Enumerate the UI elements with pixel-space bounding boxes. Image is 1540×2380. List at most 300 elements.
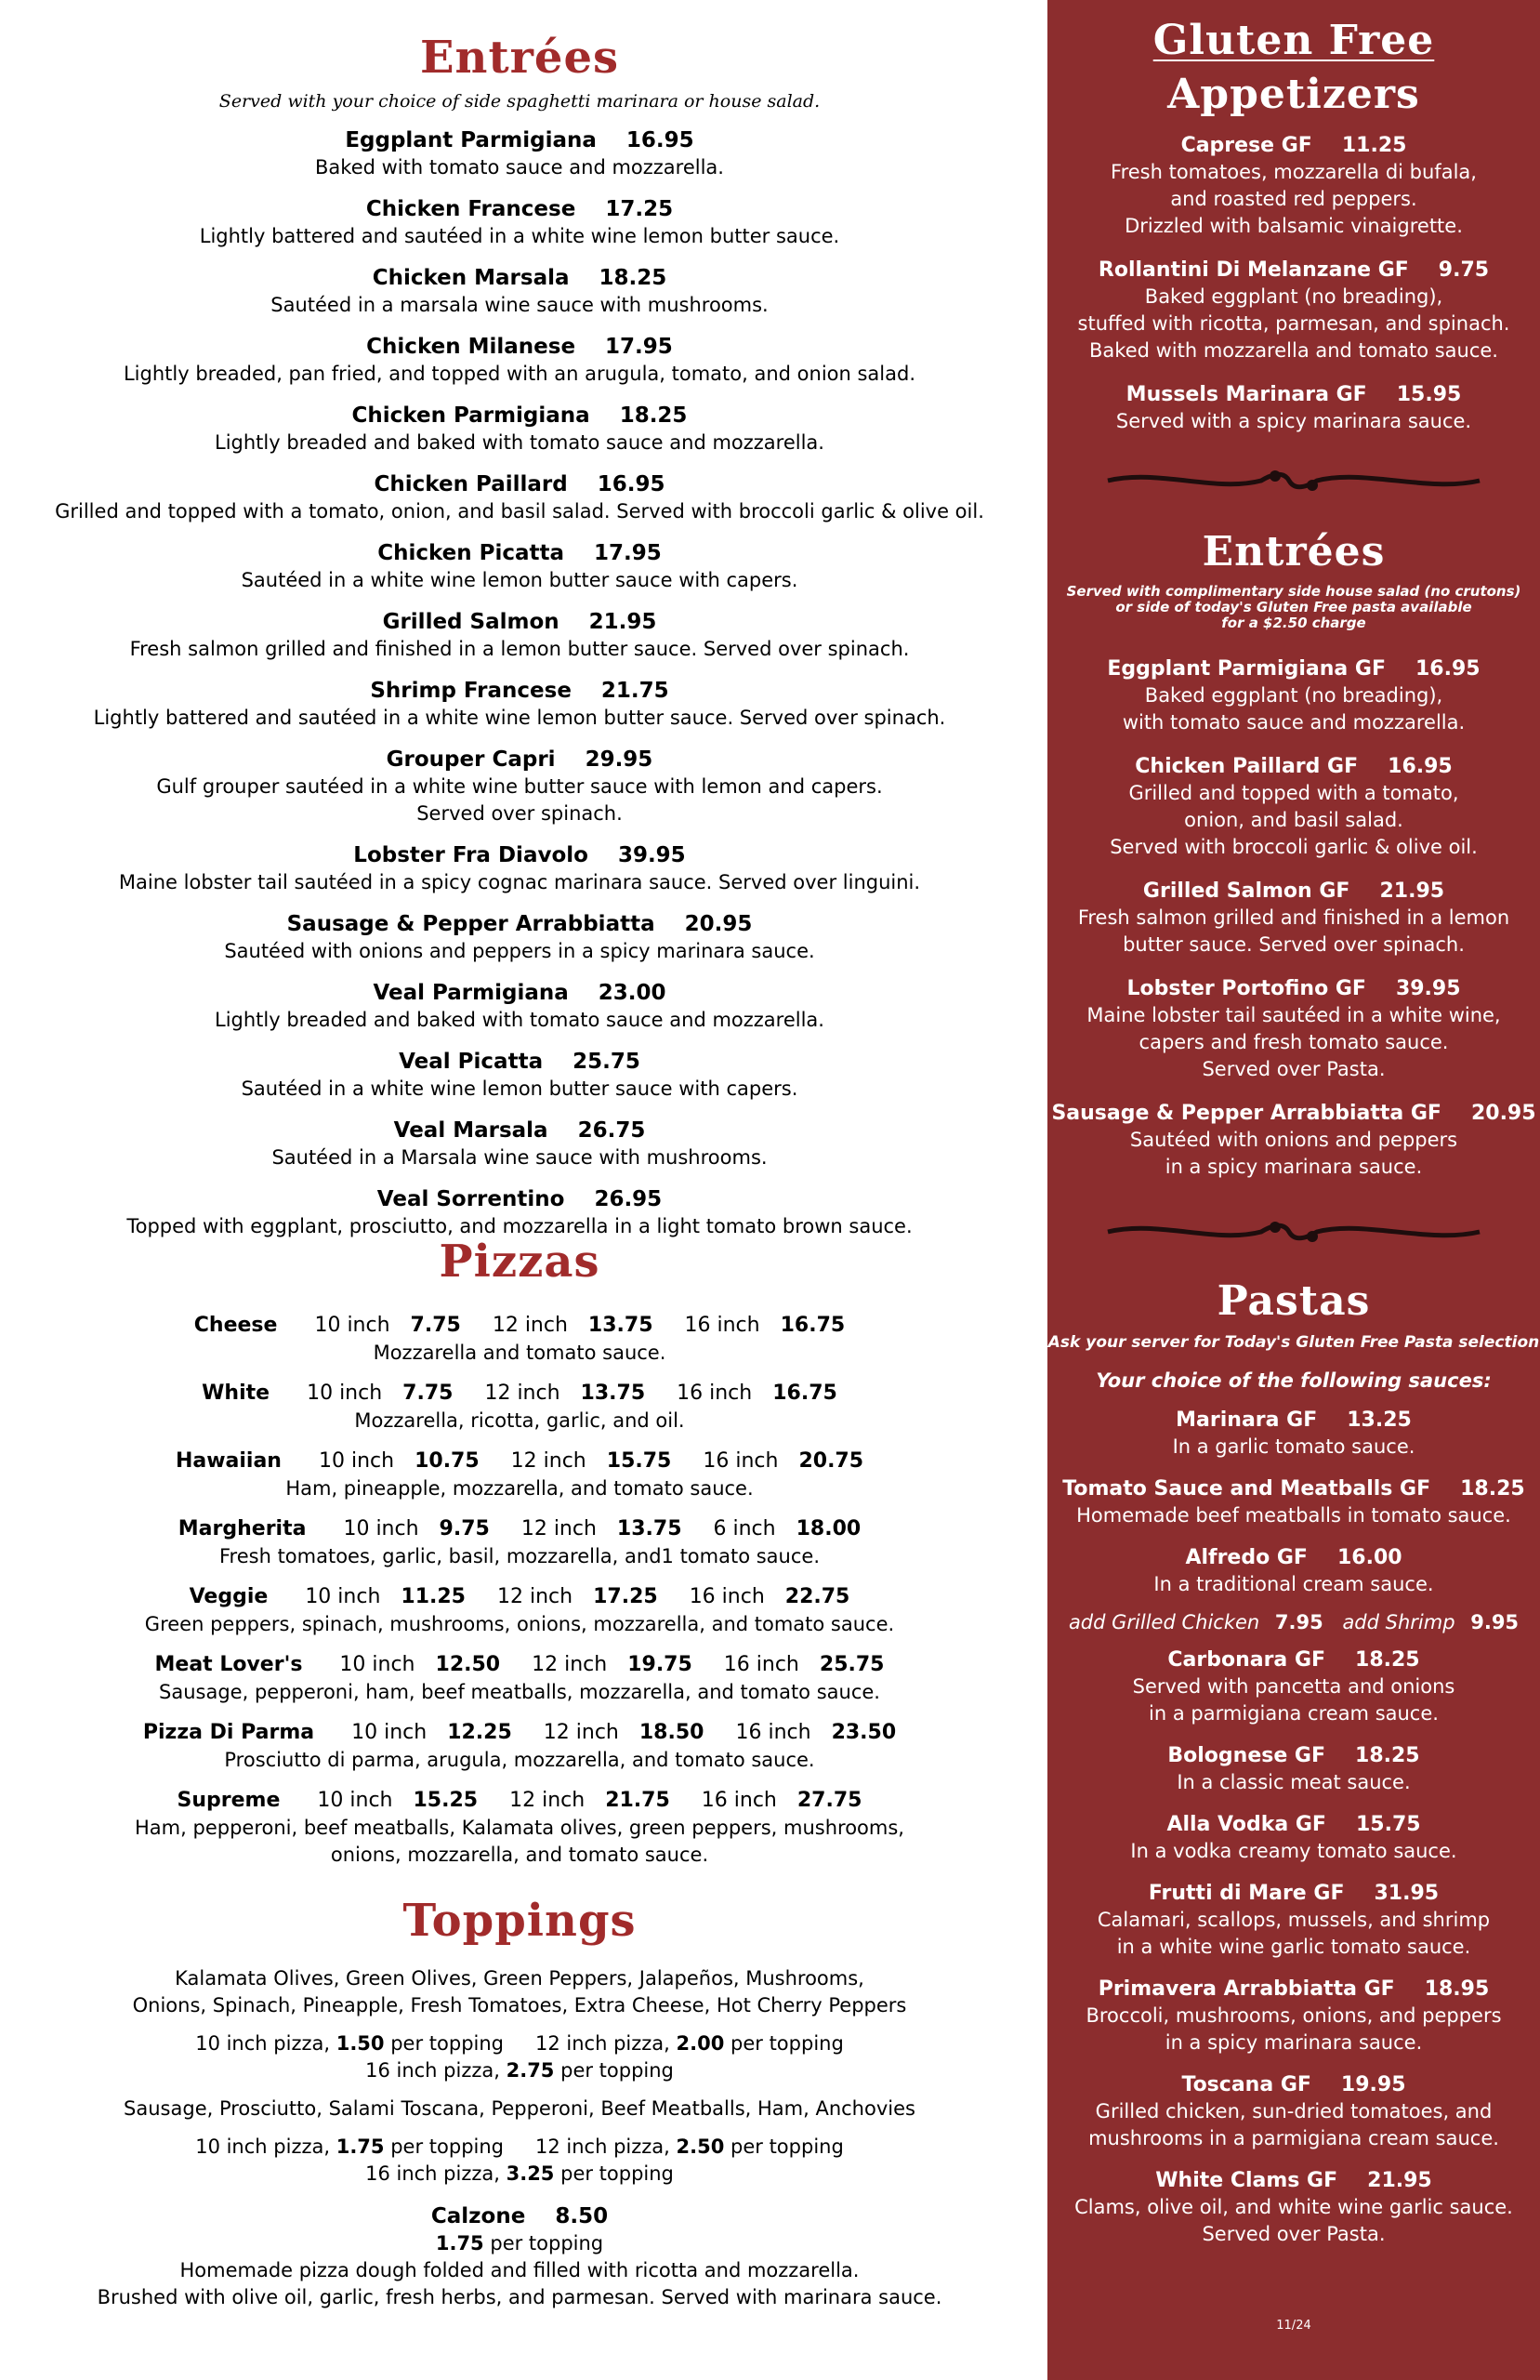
entree-item [0, 1117, 1039, 1171]
gf-item [1047, 975, 1540, 1083]
pizza-price-row [0, 1583, 1039, 1611]
pizza-price-row [0, 1719, 1039, 1747]
gf-item-price: 16.00 [1336, 1546, 1402, 1569]
gf-item-price: 18.25 [1355, 1648, 1420, 1672]
pizza-price: 16.75 [772, 1382, 837, 1405]
gf-item-desc: Served with pancetta and onions [1132, 1675, 1455, 1698]
pizza-size: 12 inch [497, 1585, 573, 1608]
pizza-price: 9.75 [439, 1517, 490, 1540]
gf-pastas-title: Pastas [1217, 1277, 1371, 1325]
gf-item-desc: in a spicy marinara sauce. [1165, 2031, 1423, 2054]
gf-item-name: Frutti di Mare GF [1148, 1882, 1345, 1905]
pizza-size: 12 inch [543, 1721, 619, 1744]
calzone-desc: Homemade pizza dough folded and filled with ricotta and mozzarella. [179, 2259, 860, 2281]
pizza-price: 25.75 [819, 1653, 885, 1676]
pizza-price: 15.25 [413, 1789, 479, 1812]
add-shrimp: add Shrimp [1342, 1611, 1455, 1633]
entree-price: 39.95 [617, 843, 686, 867]
pizza-price: 17.25 [593, 1585, 658, 1608]
pizza-price: 18.50 [638, 1721, 704, 1744]
pizza-size: 12 inch [492, 1314, 568, 1337]
pizza-price: 7.75 [402, 1382, 454, 1405]
gf-item-name: Lobster Portofino GF [1126, 977, 1366, 1000]
gf-item-price: 21.95 [1367, 2169, 1432, 2192]
gf-entrees-list [1047, 655, 1540, 1181]
pizza-price: 16.75 [780, 1314, 846, 1337]
gf-item-name-line [1047, 381, 1540, 408]
gf-pastas-list-2 [1047, 1646, 1540, 2248]
pizza-item [0, 1312, 1039, 1367]
entree-name: Chicken Milanese [366, 335, 576, 359]
gf-item-desc: In a garlic tomato sauce. [1172, 1435, 1415, 1458]
gf-item-desc: butter sauce. Served over spinach. [1123, 933, 1465, 956]
gf-item-name: White Clams GF [1155, 2169, 1338, 2192]
pizza-desc: Sausage, pepperoni, ham, beef meatballs, mozzarella, and tomato sauce. [159, 1681, 880, 1703]
toppings-title: Toppings [402, 1895, 637, 1947]
gf-item-name: Mussels Marinara GF [1125, 383, 1367, 406]
pizza-size: 10 inch [318, 1449, 395, 1473]
gf-entrees-title: Entrées [1202, 528, 1386, 575]
toppings-list-1 [0, 1965, 1039, 2019]
entree-price: 16.95 [597, 472, 665, 496]
price2-a: 10 inch pizza, [195, 2135, 336, 2158]
entree-price: 26.95 [594, 1187, 663, 1211]
gf-item-desc: Grilled and topped with a tomato, [1128, 782, 1459, 804]
entree-name-line [0, 677, 1039, 705]
pizza-price-row [0, 1515, 1039, 1543]
gf-item [1047, 655, 1540, 736]
gf-item-price: 11.25 [1341, 134, 1407, 157]
calzone-name: Calzone [430, 2204, 526, 2228]
gf-item [1047, 1880, 1540, 1961]
gf-item [1047, 878, 1540, 959]
entree-name-line [0, 333, 1039, 361]
entree-desc: Baked with tomato sauce and mozzarella. [315, 156, 724, 178]
gf-item [1047, 1646, 1540, 1727]
gf-item-desc: Served over Pasta. [1202, 1058, 1386, 1080]
pizza-desc: Fresh tomatoes, garlic, basil, mozzarella, and1 tomato sauce. [219, 1545, 820, 1567]
entree-price: 23.00 [598, 981, 666, 1005]
gf-appetizers-list [1047, 132, 1540, 435]
gf-appetizers-title: Appetizers [1167, 71, 1420, 118]
gf-title: Gluten Free [1152, 17, 1435, 64]
pizza-price-row [0, 1448, 1039, 1475]
gf-item-name: Chicken Paillard GF [1135, 755, 1359, 778]
gf-item-desc: Sautéed with onions and peppers [1129, 1129, 1458, 1151]
entree-desc: Lightly battered and sautéed in a white wine lemon butter sauce. [199, 225, 840, 247]
pizza-price: 19.75 [627, 1653, 692, 1676]
entree-name-line [0, 746, 1039, 774]
gf-item-desc: Served with a spicy marinara sauce. [1115, 410, 1472, 432]
calzone-topping-price: 1.75 [435, 2232, 484, 2254]
pizza-name: Cheese [193, 1314, 278, 1337]
gf-entrees-note-line-1: Served with complimentary side house salad (no crutons) [1066, 583, 1521, 600]
entree-desc: Lightly breaded, pan fried, and topped with an arugula, tomato, and onion salad. [123, 363, 916, 385]
entree-name-line [0, 1117, 1039, 1144]
entree-price: 29.95 [585, 747, 653, 772]
pizza-price-row [0, 1651, 1039, 1679]
pizzas-section [0, 1236, 1039, 1882]
price2-c-price: 3.25 [506, 2162, 555, 2185]
pizzas-title: Pizzas [439, 1236, 600, 1288]
footer-code: 11/24 [1276, 2319, 1311, 2333]
gf-item-name-line [1047, 1475, 1540, 1502]
entree-item [0, 539, 1039, 594]
entree-price: 17.25 [605, 197, 674, 221]
entree-price: 18.25 [599, 266, 667, 290]
price1-a: 10 inch pizza, [195, 2032, 336, 2055]
gf-item-desc: In a traditional cream sauce. [1153, 1573, 1434, 1595]
pizza-price: 11.25 [401, 1585, 466, 1608]
add-chicken-price: 7.95 [1274, 1611, 1323, 1633]
gf-entrees-note-line-2: or side of today's Gluten Free pasta available [1115, 599, 1472, 615]
entree-desc: Lightly breaded and baked with tomato sauce and mozzarella. [215, 431, 824, 454]
pizza-size: 12 inch [510, 1449, 586, 1473]
gf-item-desc: Served over Pasta. [1202, 2223, 1386, 2245]
gf-item-desc: Broccoli, mushrooms, onions, and peppers [1086, 2004, 1502, 2027]
gf-item-desc: Fresh tomatoes, mozzarella di bufala, [1111, 161, 1477, 183]
entree-desc: Maine lobster tail sautéed in a spicy cognac marinara sauce. Served over linguini. [118, 871, 921, 893]
pizza-price: 13.75 [580, 1382, 646, 1405]
entree-item [0, 608, 1039, 663]
divider-flourish-1 [1103, 465, 1484, 496]
entrees-section [0, 32, 1039, 1254]
pizza-price-row [0, 1312, 1039, 1340]
gf-item-name-line [1047, 132, 1540, 159]
gf-item-desc: and roasted red peppers. [1170, 188, 1417, 210]
calzone-price: 8.50 [555, 2204, 609, 2228]
gf-entrees-note [1047, 584, 1540, 631]
toppings-price-1 [0, 2030, 1039, 2084]
price2-a-text: per topping [384, 2135, 504, 2158]
gf-item-name: Toscana GF [1181, 2073, 1311, 2096]
gf-item-name: Tomato Sauce and Meatballs GF [1062, 1477, 1431, 1501]
gf-item-desc: Baked eggplant (no breading), [1144, 285, 1443, 308]
gf-item-desc: Drizzled with balsamic vinaigrette. [1125, 215, 1463, 237]
calzone-desc-2: Brushed with olive oil, garlic, fresh herbs, and parmesan. Served with marinara sauce. [97, 2286, 942, 2308]
entree-price: 25.75 [573, 1050, 640, 1074]
gf-entrees-note-line-3: for a $2.50 charge [1221, 615, 1366, 631]
entree-desc: Lightly breaded and baked with tomato sauce and mozzarella. [215, 1009, 824, 1031]
calzone-topping-text: per topping [483, 2232, 604, 2254]
entree-item [0, 910, 1039, 965]
pizza-size: 12 inch [532, 1653, 608, 1676]
gf-item-desc: In a classic meat sauce. [1177, 1771, 1411, 1793]
gf-item-desc: mushrooms in a parmigiana cream sauce. [1088, 2127, 1499, 2149]
pizza-desc-2: onions, mozzarella, and tomato sauce. [330, 1844, 709, 1866]
pizza-item [0, 1651, 1039, 1706]
entree-name: Lobster Fra Diavolo [353, 843, 588, 867]
entree-name: Chicken Paillard [374, 472, 568, 496]
gf-item-name: Sausage & Pepper Arrabbiatta GF [1051, 1102, 1441, 1125]
entree-price: 21.75 [600, 679, 669, 703]
pizza-size: 12 inch [520, 1517, 597, 1540]
pizza-item [0, 1719, 1039, 1774]
pizza-size: 16 inch [735, 1721, 811, 1744]
entree-name-line [0, 195, 1039, 223]
gf-item-name: Grilled Salmon GF [1142, 879, 1350, 903]
gf-item-desc: Baked eggplant (no breading), [1144, 684, 1443, 707]
entree-item [0, 126, 1039, 181]
pizza-item [0, 1787, 1039, 1869]
entree-name: Grilled Salmon [382, 610, 559, 634]
pizza-size: 10 inch [351, 1721, 428, 1744]
entree-name: Veal Marsala [393, 1118, 548, 1143]
entree-name-line [0, 608, 1039, 636]
gf-item-price: 15.75 [1355, 1813, 1421, 1836]
entree-name-line [0, 470, 1039, 498]
gluten-free-panel [1047, 0, 1540, 2380]
entree-name: Chicken Picatta [377, 541, 565, 565]
pizza-price: 12.50 [435, 1653, 501, 1676]
gf-item [1047, 1742, 1540, 1796]
gf-item-name: Bolognese GF [1167, 1744, 1326, 1767]
price2-b-text: per topping [724, 2135, 844, 2158]
pizza-name: Hawaiian [175, 1449, 282, 1473]
entree-desc: Fresh salmon grilled and finished in a lemon butter sauce. Served over spinach. [129, 638, 910, 660]
gf-item-desc: Fresh salmon grilled and finished in a lemon [1077, 906, 1510, 929]
pizza-name: Veggie [189, 1585, 269, 1608]
gf-item-name: Caprese GF [1180, 134, 1312, 157]
gf-item-name-line [1047, 1100, 1540, 1127]
gf-pastas-list [1047, 1407, 1540, 1598]
pizza-size: 6 inch [713, 1517, 776, 1540]
price1-a-price: 1.50 [336, 2032, 385, 2055]
entree-name: Sausage & Pepper Arrabbiatta [286, 912, 655, 936]
gf-item-price: 9.75 [1438, 258, 1490, 282]
toppings-list-1-line-2: Onions, Spinach, Pineapple, Fresh Tomatoes, Extra Cheese, Hot Cherry Peppers [132, 1994, 907, 2016]
pizza-item [0, 1448, 1039, 1502]
gf-item-name-line [1047, 1976, 1540, 2003]
gf-item-name: Primavera Arrabbiatta GF [1098, 1977, 1395, 2001]
gf-item-desc: Calamari, scallops, mussels, and shrimp [1097, 1909, 1491, 1931]
gf-entrees-section [1047, 528, 1540, 1197]
gf-item-price: 18.95 [1424, 1977, 1490, 2001]
gf-item-price: 20.95 [1470, 1102, 1536, 1125]
price2-c: 16 inch pizza, [365, 2162, 507, 2185]
gf-item-desc: onion, and basil salad. [1184, 809, 1403, 831]
pizza-item [0, 1583, 1039, 1638]
gf-item-name: Alla Vodka GF [1166, 1813, 1326, 1836]
entree-desc: Topped with eggplant, prosciutto, and mozzarella in a light tomato brown sauce. [126, 1215, 913, 1237]
gf-item-price: 39.95 [1395, 977, 1461, 1000]
pizza-name: Pizza Di Parma [142, 1721, 315, 1744]
gf-item [1047, 2071, 1540, 2152]
gf-item-price: 18.25 [1355, 1744, 1420, 1767]
gf-header [1047, 17, 1540, 452]
pizza-price: 18.00 [796, 1517, 862, 1540]
gf-item-name-line [1047, 1742, 1540, 1769]
entree-name-line [0, 1048, 1039, 1076]
gf-item [1047, 1100, 1540, 1181]
entree-item [0, 195, 1039, 250]
entree-name-line [0, 1185, 1039, 1213]
pizza-price: 12.25 [447, 1721, 512, 1744]
pizza-item [0, 1515, 1039, 1570]
pizza-price: 27.75 [796, 1789, 862, 1812]
gf-item-name-line [1047, 753, 1540, 780]
gf-item-name-line [1047, 878, 1540, 905]
entree-name: Chicken Francese [365, 197, 576, 221]
entree-desc: Sautéed in a marsala wine sauce with mushrooms. [270, 294, 769, 316]
entree-name: Eggplant Parmigiana [345, 128, 597, 152]
entree-desc: Sautéed in a Marsala wine sauce with mushrooms. [271, 1146, 768, 1169]
pizza-price: 23.50 [831, 1721, 897, 1744]
gf-item-desc: with tomato sauce and mozzarella. [1122, 711, 1466, 734]
pizza-desc: Green peppers, spinach, mushrooms, onions, mozzarella, and tomato sauce. [144, 1613, 895, 1635]
pizza-size: 10 inch [339, 1653, 415, 1676]
gf-pastas-section [1047, 1277, 1540, 2263]
toppings-list-1-line-1: Kalamata Olives, Green Olives, Green Peppers, Jalapeños, Mushrooms, [175, 1967, 864, 1990]
pizza-price: 22.75 [784, 1585, 850, 1608]
entree-price: 21.95 [588, 610, 657, 634]
price1-c-text: per topping [554, 2059, 674, 2082]
toppings-price-2 [0, 2134, 1039, 2188]
pizza-size: 16 inch [701, 1789, 777, 1812]
add-chicken: add Grilled Chicken [1068, 1611, 1260, 1633]
pizza-name: Margherita [178, 1517, 307, 1540]
entree-price: 17.95 [605, 335, 673, 359]
entree-item [0, 746, 1039, 827]
pizza-price: 7.75 [410, 1314, 461, 1337]
entree-name-line [0, 841, 1039, 869]
pizza-size: 16 inch [677, 1382, 753, 1405]
gf-item-desc: in a spicy marinara sauce. [1165, 1156, 1423, 1178]
pizza-desc: Ham, pineapple, mozzarella, and tomato sauce. [285, 1477, 754, 1500]
entree-price: 18.25 [619, 403, 688, 428]
entree-name: Veal Sorrentino [376, 1187, 565, 1211]
add-shrimp-price: 9.95 [1470, 1611, 1520, 1633]
pizza-price-row [0, 1380, 1039, 1408]
entree-name: Chicken Marsala [372, 266, 570, 290]
gf-item-desc: in a white wine garlic tomato sauce. [1116, 1936, 1471, 1958]
entree-item [0, 264, 1039, 319]
pizza-desc: Ham, pepperoni, beef meatballs, Kalamata olives, green peppers, mushrooms, [135, 1817, 904, 1839]
pizza-price-row [0, 1787, 1039, 1815]
pizza-name: White [202, 1382, 270, 1405]
gf-item-desc: Baked with mozzarella and tomato sauce. [1089, 339, 1498, 362]
gf-item-name: Carbonara GF [1167, 1648, 1326, 1672]
gf-item-name-line [1047, 2071, 1540, 2098]
gf-item [1047, 381, 1540, 435]
entree-desc: Grilled and topped with a tomato, onion, and basil salad. Served with broccoli garlic & olive oil. [55, 500, 984, 522]
gf-pastas-choice: Your choice of the following sauces: [1096, 1369, 1492, 1392]
gf-item [1047, 2167, 1540, 2248]
divider-flourish-2 [1103, 1216, 1484, 1248]
entree-name: Grouper Capri [386, 747, 556, 772]
gf-item-desc: Served with broccoli garlic & olive oil. [1110, 836, 1478, 858]
gf-item-desc: In a vodka creamy tomato sauce. [1130, 1840, 1457, 1862]
entree-item [0, 979, 1039, 1034]
entree-name-line [0, 910, 1039, 938]
entree-item [0, 470, 1039, 525]
gf-item-name-line [1047, 257, 1540, 284]
entree-item [0, 1185, 1039, 1240]
pizza-desc: Prosciutto di parma, arugula, mozzarella, and tomato sauce. [224, 1749, 815, 1771]
gf-item-price: 18.25 [1460, 1477, 1525, 1501]
entree-item [0, 402, 1039, 456]
entree-name-line [0, 402, 1039, 430]
pizza-item [0, 1380, 1039, 1435]
entrees-subtitle: Served with your choice of side spaghetti marinara or house salad. [218, 91, 821, 112]
pizza-price: 10.75 [415, 1449, 480, 1473]
gf-item-name-line [1047, 1880, 1540, 1907]
price1-b-text: per topping [724, 2032, 844, 2055]
gf-item-name-line [1047, 1811, 1540, 1838]
gf-item-desc: Maine lobster tail sautéed in a white wine, [1086, 1004, 1501, 1026]
gf-item-name: Marinara GF [1176, 1408, 1318, 1432]
entree-price: 20.95 [684, 912, 753, 936]
pizza-size: 16 inch [703, 1449, 779, 1473]
gf-item-desc: Clams, olive oil, and white wine garlic sauce. [1074, 2196, 1513, 2218]
pizza-price: 20.75 [798, 1449, 864, 1473]
entree-desc-2: Served over spinach. [416, 802, 623, 825]
calzone [0, 2202, 1039, 2311]
pizza-price: 21.75 [605, 1789, 670, 1812]
entree-price: 17.95 [594, 541, 662, 565]
entree-desc: Sautéed in a white wine lemon butter sauce with capers. [241, 569, 798, 591]
entree-desc: Sautéed in a white wine lemon butter sauce with capers. [241, 1078, 798, 1100]
gf-item-price: 31.95 [1374, 1882, 1440, 1905]
gf-item-price: 13.25 [1347, 1408, 1412, 1432]
pizza-size: 10 inch [307, 1382, 383, 1405]
gf-item-desc: Grilled chicken, sun-dried tomatoes, and [1095, 2100, 1493, 2122]
price1-c-price: 2.75 [506, 2059, 555, 2082]
gf-item-desc: in a parmigiana cream sauce. [1149, 1702, 1439, 1725]
entree-name-line [0, 126, 1039, 154]
price2-b: 12 inch pizza, [535, 2135, 677, 2158]
entrees-list [0, 126, 1039, 1240]
gf-item-name-line [1047, 975, 1540, 1002]
toppings-list-2: Sausage, Prosciutto, Salami Toscana, Pepperoni, Beef Meatballs, Ham, Anchovies [124, 2097, 915, 2120]
entree-price: 16.95 [625, 128, 694, 152]
gf-item-name-line [1047, 1646, 1540, 1673]
gf-item-name: Alfredo GF [1185, 1546, 1308, 1569]
gf-item [1047, 1811, 1540, 1865]
gf-item [1047, 1475, 1540, 1529]
price2-b-price: 2.50 [676, 2135, 725, 2158]
pizza-size: 16 inch [723, 1653, 799, 1676]
gf-item [1047, 132, 1540, 240]
entree-desc: Gulf grouper sautéed in a white wine butter sauce with lemon and capers. [156, 775, 883, 798]
price1-b-price: 2.00 [676, 2032, 725, 2055]
pizza-size: 16 inch [689, 1585, 765, 1608]
pizza-price: 15.75 [606, 1449, 672, 1473]
gf-item-name-line [1047, 1407, 1540, 1434]
gf-item-name-line [1047, 2167, 1540, 2194]
gf-item-price: 16.95 [1415, 657, 1481, 681]
entree-item [0, 677, 1039, 732]
gf-item-desc: Homemade beef meatballs in tomato sauce. [1076, 1504, 1511, 1527]
pizza-size: 10 inch [343, 1517, 419, 1540]
entree-name: Chicken Parmigiana [351, 403, 590, 428]
gf-item-price: 21.95 [1379, 879, 1445, 903]
entree-name-line [0, 264, 1039, 292]
pizza-size: 16 inch [684, 1314, 760, 1337]
entree-name: Shrimp Francese [370, 679, 572, 703]
pizza-size: 12 inch [509, 1789, 586, 1812]
pizza-name: Supreme [177, 1789, 281, 1812]
gf-item-name: Eggplant Parmigiana GF [1107, 657, 1386, 681]
entrees-title: Entrées [419, 32, 620, 84]
entree-item [0, 1048, 1039, 1103]
pizza-size: 10 inch [317, 1789, 393, 1812]
gf-item [1047, 1407, 1540, 1461]
price1-c: 16 inch pizza, [365, 2059, 507, 2082]
entree-name-line [0, 979, 1039, 1007]
price1-a-text: per topping [384, 2032, 504, 2055]
entree-name-line [0, 539, 1039, 567]
